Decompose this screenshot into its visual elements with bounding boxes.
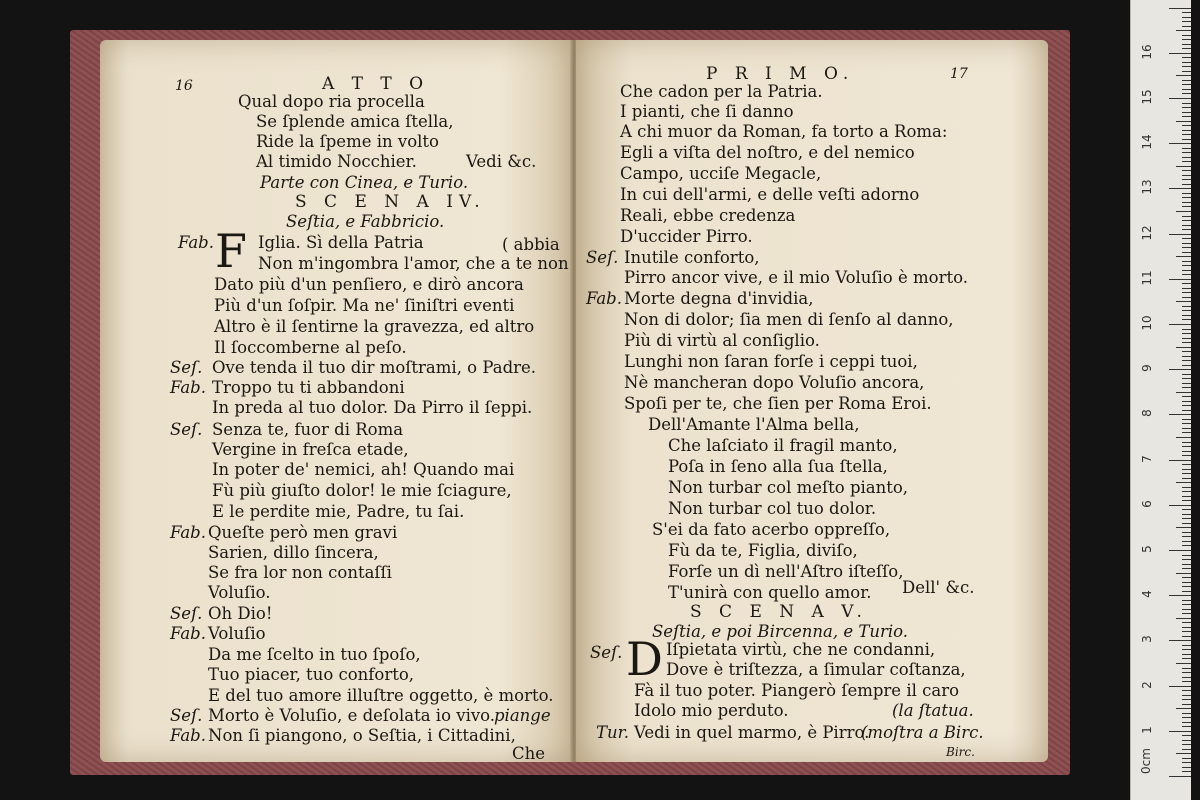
speaker-label: Fab. bbox=[170, 378, 206, 397]
ruler-tick bbox=[1182, 216, 1191, 217]
ruler-tick bbox=[1182, 654, 1191, 655]
ruler-tick bbox=[1182, 107, 1191, 108]
ruler-tick bbox=[1182, 509, 1191, 510]
ruler-tick bbox=[1182, 451, 1191, 452]
aria-line: Dell'Amante l'Alma bella, bbox=[648, 415, 860, 434]
aria-line: Non turbar col tuo dolor. bbox=[668, 499, 877, 518]
ruler-tick bbox=[1182, 265, 1191, 266]
speaker-label: Seſ. bbox=[170, 706, 203, 725]
ruler-tick bbox=[1182, 283, 1191, 284]
ruler-tick bbox=[1182, 432, 1191, 433]
text-line: I pianti, che ſi danno bbox=[620, 102, 794, 121]
ruler-tick bbox=[1182, 93, 1191, 94]
ruler-tick bbox=[1182, 717, 1191, 718]
ruler-tick bbox=[1169, 53, 1191, 54]
ruler-tick bbox=[1182, 333, 1191, 334]
ruler-tick bbox=[1176, 75, 1191, 76]
ruler-number: 6 bbox=[1140, 499, 1154, 508]
ruler-tick bbox=[1182, 500, 1191, 501]
ruler-tick bbox=[1182, 175, 1191, 176]
ruler-number: 2 bbox=[1140, 680, 1154, 689]
ruler-tick bbox=[1182, 220, 1191, 221]
text-line: Più d'un ſoſpir. Ma ne' ſiniſtri eventi bbox=[214, 296, 515, 315]
ruler-tick bbox=[1182, 84, 1191, 85]
text-line: E le perdite mie, Padre, tu ſai. bbox=[212, 502, 465, 521]
text-line: Non di dolor; ſia men di ſenſo al danno, bbox=[624, 310, 954, 329]
ruler-tick bbox=[1182, 329, 1191, 330]
ruler-tick bbox=[1182, 62, 1191, 63]
ruler-tick bbox=[1182, 591, 1191, 592]
text-line: Non m'ingombra l'amor, che a te non bbox=[258, 254, 569, 273]
ruler-tick bbox=[1182, 383, 1191, 384]
text-line: Senza te, fuor di Roma bbox=[212, 420, 404, 439]
ruler-tick bbox=[1182, 681, 1191, 682]
text-line: In poter de' nemici, ah! Quando mai bbox=[212, 460, 515, 479]
ruler-number: 12 bbox=[1140, 224, 1154, 241]
ruler-tick bbox=[1182, 351, 1191, 352]
ruler-tick bbox=[1169, 550, 1191, 551]
ruler-tick bbox=[1182, 238, 1191, 239]
ruler-tick bbox=[1182, 523, 1191, 524]
text-line: Voluſio. bbox=[208, 583, 271, 602]
ruler-tick bbox=[1182, 405, 1191, 406]
text-line: Oh Dio! bbox=[208, 604, 273, 623]
ruler-tick bbox=[1182, 545, 1191, 546]
ruler-tick bbox=[1176, 211, 1191, 212]
speaker-label: Fab. bbox=[170, 624, 206, 643]
ruler-tick bbox=[1182, 12, 1191, 13]
ruler-tick bbox=[1176, 256, 1191, 257]
stage-direction: (moſtra a Birc. bbox=[861, 723, 984, 742]
ruler-tick bbox=[1169, 640, 1191, 641]
ruler-tick bbox=[1182, 170, 1191, 171]
ruler-tick bbox=[1169, 505, 1191, 506]
ruler-tick bbox=[1182, 197, 1191, 198]
ruler-tick bbox=[1182, 261, 1191, 262]
running-head-right: P R I M O. bbox=[706, 64, 855, 84]
ruler-tick bbox=[1182, 410, 1191, 411]
stage-direction: (la ſtatua. bbox=[892, 701, 974, 720]
measurement-ruler bbox=[1130, 0, 1191, 800]
ruler-tick bbox=[1182, 202, 1191, 203]
ruler-tick bbox=[1182, 35, 1191, 36]
aria-line: Forſe un dì nell'Aſtro iſteſſo, bbox=[668, 562, 904, 581]
text-line: Se fra lor non contaſſi bbox=[208, 563, 392, 582]
ruler-tick bbox=[1182, 274, 1191, 275]
ruler-tick bbox=[1176, 347, 1191, 348]
ruler-number: 11 bbox=[1140, 270, 1154, 286]
ruler-tick bbox=[1182, 442, 1191, 443]
ruler-tick bbox=[1182, 356, 1191, 357]
ruler-tick bbox=[1182, 536, 1191, 537]
ruler-tick bbox=[1182, 161, 1191, 162]
ruler-tick bbox=[1182, 541, 1191, 542]
ruler-tick bbox=[1176, 437, 1191, 438]
ruler-tick bbox=[1176, 663, 1191, 664]
ruler-tick bbox=[1182, 568, 1191, 569]
ruler-tick bbox=[1182, 80, 1191, 81]
ruler-tick bbox=[1182, 690, 1191, 691]
ruler-tick bbox=[1182, 306, 1191, 307]
ruler-tick bbox=[1182, 229, 1191, 230]
ruler-tick bbox=[1182, 699, 1191, 700]
ruler-tick bbox=[1182, 243, 1191, 244]
ruler-tick bbox=[1176, 166, 1191, 167]
text-line: Il ſoccomberne al peſo. bbox=[214, 338, 407, 357]
ruler-number: 1 bbox=[1140, 725, 1154, 734]
ruler-tick bbox=[1169, 414, 1191, 415]
ruler-number: 15 bbox=[1140, 89, 1154, 105]
ruler-tick bbox=[1182, 658, 1191, 659]
ruler-tick bbox=[1182, 613, 1191, 614]
speaker-label: Seſ. bbox=[586, 248, 619, 267]
ruler-number: 7 bbox=[1140, 454, 1154, 463]
text-line: Al timido Nocchier. bbox=[256, 152, 417, 171]
ruler-tick bbox=[1182, 771, 1191, 772]
ruler-tick bbox=[1169, 731, 1191, 732]
ruler-tick bbox=[1182, 627, 1191, 628]
ruler-tick bbox=[1182, 387, 1191, 388]
ruler-tick bbox=[1182, 668, 1191, 669]
ruler-tick bbox=[1182, 740, 1191, 741]
ruler-tick bbox=[1182, 319, 1191, 320]
ruler-tick bbox=[1182, 116, 1191, 117]
ruler-tick bbox=[1182, 677, 1191, 678]
ruler-tick bbox=[1182, 338, 1191, 339]
text-line: Dato più d'un penſiero, e dirò ancora bbox=[214, 275, 524, 294]
text-line: D'uccider Pirro. bbox=[620, 227, 753, 246]
ruler-tick bbox=[1182, 649, 1191, 650]
ruler-tick bbox=[1182, 315, 1191, 316]
ruler-tick bbox=[1182, 26, 1191, 27]
text-line: Troppo tu ti abbandoni bbox=[212, 378, 405, 397]
ruler-tick bbox=[1182, 401, 1191, 402]
running-head-left: A T T O bbox=[322, 74, 430, 94]
ruler-tick bbox=[1169, 595, 1191, 596]
ruler-tick bbox=[1182, 622, 1191, 623]
ruler-tick bbox=[1182, 297, 1191, 298]
text-line: Reali, ebbe credenza bbox=[620, 206, 796, 225]
ruler-tick bbox=[1182, 134, 1191, 135]
ruler-tick bbox=[1182, 419, 1191, 420]
ruler-tick bbox=[1182, 767, 1191, 768]
ruler-tick bbox=[1182, 423, 1191, 424]
right-page bbox=[576, 40, 1048, 762]
text-line: Queſte però men gravi bbox=[208, 523, 398, 542]
ruler-number: 0cm bbox=[1139, 748, 1153, 774]
speaker-label: Seſ. bbox=[170, 420, 203, 439]
ruler-tick bbox=[1182, 89, 1191, 90]
ruler-tick bbox=[1182, 112, 1191, 113]
ruler-tick bbox=[1169, 98, 1191, 99]
ruler-tick bbox=[1182, 726, 1191, 727]
ruler-tick bbox=[1182, 130, 1191, 131]
text-line: Qual dopo ria procella bbox=[238, 92, 425, 111]
text-line: Fù più giuſto dolor! le mie ſciagure, bbox=[212, 481, 512, 500]
ruler-tick bbox=[1182, 735, 1191, 736]
ruler-tick bbox=[1182, 464, 1191, 465]
ruler-tick bbox=[1182, 21, 1191, 22]
ruler-tick bbox=[1182, 722, 1191, 723]
drop-cap: D bbox=[626, 632, 663, 686]
text-line: Campo, ucciſe Megacle, bbox=[620, 164, 822, 183]
ruler-tick bbox=[1182, 586, 1191, 587]
ruler-tick bbox=[1182, 604, 1191, 605]
ruler-tick bbox=[1182, 446, 1191, 447]
ruler-tick bbox=[1182, 672, 1191, 673]
ruler-tick bbox=[1182, 396, 1191, 397]
aria-line: Che laſciato il fragil manto, bbox=[668, 436, 898, 455]
ruler-tick bbox=[1176, 482, 1191, 483]
ruler-tick bbox=[1182, 478, 1191, 479]
ruler-tick bbox=[1182, 66, 1191, 67]
aria-line: Poſa in ſeno alla ſua ſtella, bbox=[668, 457, 888, 476]
text-line: In preda al tuo dolor. Da Pirro il ſeppi. bbox=[212, 398, 533, 417]
ruler-tick bbox=[1182, 555, 1191, 556]
ruler-tick bbox=[1182, 48, 1191, 49]
ruler-tick bbox=[1176, 301, 1191, 302]
ruler-tick bbox=[1182, 288, 1191, 289]
text-line: Spoſi per te, che ſien per Roma Eroi. bbox=[624, 394, 932, 413]
ruler-tick bbox=[1182, 193, 1191, 194]
text-line: Vedi &c. bbox=[466, 152, 537, 171]
ruler-tick bbox=[1176, 527, 1191, 528]
ruler-tick bbox=[1169, 324, 1191, 325]
catchword: Birc. bbox=[946, 745, 975, 759]
ruler-number: 9 bbox=[1140, 364, 1154, 373]
catchword: Che bbox=[512, 744, 546, 762]
drop-cap: F bbox=[215, 224, 247, 278]
ruler-tick bbox=[1182, 378, 1191, 379]
text-line: Dove è triſtezza, a ſimular coſtanza, bbox=[666, 660, 966, 679]
ruler-tick bbox=[1182, 695, 1191, 696]
ruler-tick bbox=[1182, 577, 1191, 578]
text-line: Tuo piacer, tuo conforto, bbox=[208, 665, 415, 684]
speaker-label: Fab. bbox=[170, 726, 206, 745]
text-line: Iſpietata virtù, che ne condanni, bbox=[666, 640, 936, 659]
ruler-tick bbox=[1182, 582, 1191, 583]
ruler-tick bbox=[1182, 469, 1191, 470]
ruler-tick bbox=[1169, 143, 1191, 144]
aria-line: Non turbar col meſto pianto, bbox=[668, 478, 909, 497]
ruler-tick bbox=[1182, 374, 1191, 375]
speaker-label: Tur. bbox=[596, 723, 629, 742]
text-line: Che cadon per la Patria. bbox=[620, 82, 823, 101]
aria-line: T'unirà con quello amor. bbox=[668, 583, 872, 602]
aria-line: S'ei da fato acerbo oppreſſo, bbox=[652, 520, 891, 539]
ruler-tick bbox=[1182, 184, 1191, 185]
ruler-tick bbox=[1182, 762, 1191, 763]
ruler-tick bbox=[1182, 518, 1191, 519]
ruler-tick bbox=[1182, 270, 1191, 271]
ruler-tick bbox=[1182, 631, 1191, 632]
text-line: Ove tenda il tuo dir moſtrami, o Padre. bbox=[212, 358, 537, 377]
text-line: Egli a viſta del noſtro, e del nemico bbox=[620, 143, 915, 162]
text-line: Nè mancheran dopo Voluſio ancora, bbox=[624, 373, 925, 392]
scene-characters: Seſtia, e Fabbricio. bbox=[286, 212, 445, 231]
ruler-tick bbox=[1182, 514, 1191, 515]
text-line: Più di virtù al conſiglio. bbox=[624, 331, 820, 350]
text-line: Lunghi non ſaran forſe i ceppi tuoi, bbox=[624, 352, 918, 371]
page-number-left: 16 bbox=[175, 78, 193, 94]
ruler-tick bbox=[1182, 342, 1191, 343]
ruler-tick bbox=[1182, 559, 1191, 560]
ruler-tick bbox=[1169, 188, 1191, 189]
text-line: E del tuo amore illuſtre oggetto, è morto. bbox=[208, 686, 554, 705]
stage-direction: Parte con Cinea, e Turio. bbox=[260, 173, 469, 192]
text-line: Da me ſcelto in tuo ſpoſo, bbox=[208, 645, 421, 664]
text-line: Vedi in quel marmo, è Pirro. bbox=[634, 723, 870, 742]
text-line: Sarien, dillo ſincera, bbox=[208, 543, 379, 562]
ruler-tick bbox=[1169, 460, 1191, 461]
ruler-tick bbox=[1182, 758, 1191, 759]
ruler-tick bbox=[1176, 392, 1191, 393]
text-line: Morte degna d'invidia, bbox=[624, 289, 814, 308]
ruler-number: 4 bbox=[1140, 590, 1154, 599]
ruler-tick bbox=[1182, 473, 1191, 474]
ruler-tick bbox=[1176, 618, 1191, 619]
scene-heading: S C E N A IV. bbox=[295, 192, 486, 212]
scene-characters: Seſtia, e poi Bircenna, e Turio. bbox=[652, 622, 909, 641]
speaker-label: Seſ. bbox=[170, 358, 203, 377]
ruler-number: 5 bbox=[1140, 545, 1154, 553]
text-line: Idolo mio perduto. bbox=[634, 701, 789, 720]
ruler-number: 8 bbox=[1140, 409, 1154, 418]
ruler-tick bbox=[1176, 573, 1191, 574]
ruler-tick bbox=[1182, 360, 1191, 361]
ruler-tick bbox=[1169, 776, 1191, 777]
ruler-tick bbox=[1182, 17, 1191, 18]
ruler-tick bbox=[1182, 39, 1191, 40]
page-number-right: 17 bbox=[950, 66, 968, 82]
text-line: In cui dell'armi, e delle veſti adorno bbox=[620, 185, 920, 204]
ruler-tick bbox=[1182, 455, 1191, 456]
ruler-tick bbox=[1182, 310, 1191, 311]
ruler-tick bbox=[1182, 713, 1191, 714]
ruler-tick bbox=[1182, 225, 1191, 226]
ruler-tick bbox=[1182, 645, 1191, 646]
ruler-tick bbox=[1182, 57, 1191, 58]
ruler-tick bbox=[1182, 365, 1191, 366]
text-line: Dell' &c. bbox=[902, 578, 975, 597]
stage-direction: piange bbox=[494, 706, 551, 725]
ruler-tick bbox=[1182, 152, 1191, 153]
ruler-tick bbox=[1182, 157, 1191, 158]
ruler-tick bbox=[1182, 103, 1191, 104]
text-line: Morto è Voluſio, e deſolata io vivo. bbox=[208, 706, 496, 725]
text-line: ( abbia bbox=[502, 235, 560, 254]
ruler-tick bbox=[1169, 8, 1191, 9]
text-line: Non ſi piangono, o Seſtia, i Cittadini, bbox=[208, 726, 516, 745]
ruler-tick bbox=[1169, 369, 1191, 370]
ruler-tick bbox=[1182, 600, 1191, 601]
text-line: Pirro ancor vive, e il mio Voluſio è morto. bbox=[624, 268, 968, 287]
speaker-label: Fab. bbox=[586, 289, 622, 308]
scene-heading: S C E N A V. bbox=[690, 602, 868, 622]
ruler-tick bbox=[1182, 139, 1191, 140]
ruler-tick bbox=[1182, 292, 1191, 293]
speaker-label: Seſ. bbox=[170, 604, 203, 623]
ruler-tick bbox=[1182, 491, 1191, 492]
ruler-tick bbox=[1176, 121, 1191, 122]
ruler-tick bbox=[1182, 704, 1191, 705]
text-line: Altro è il ſentirne la gravezza, ed altro bbox=[214, 317, 535, 336]
ruler-number: 13 bbox=[1140, 179, 1154, 196]
ruler-tick bbox=[1182, 496, 1191, 497]
speaker-label: Seſ. bbox=[590, 643, 623, 662]
ruler-tick bbox=[1169, 279, 1191, 280]
text-line: Vergine in freſca etade, bbox=[212, 440, 409, 459]
ruler-tick bbox=[1182, 749, 1191, 750]
ruler-tick bbox=[1176, 30, 1191, 31]
ruler-tick bbox=[1182, 636, 1191, 637]
ruler-tick bbox=[1182, 71, 1191, 72]
ruler-tick bbox=[1182, 148, 1191, 149]
ruler-tick bbox=[1182, 125, 1191, 126]
ruler-tick bbox=[1169, 234, 1191, 235]
ruler-tick bbox=[1169, 686, 1191, 687]
ruler-tick bbox=[1182, 179, 1191, 180]
ruler-number: 16 bbox=[1140, 44, 1154, 60]
ruler-tick bbox=[1182, 744, 1191, 745]
speaker-label: Fab. bbox=[170, 523, 206, 542]
ruler-tick bbox=[1182, 564, 1191, 565]
ruler-tick bbox=[1182, 252, 1191, 253]
text-line: Iglia. Sì della Patria bbox=[258, 233, 424, 252]
text-line: A chi muor da Roman, fa torto a Roma: bbox=[620, 122, 948, 141]
ruler-number: 10 bbox=[1140, 315, 1154, 331]
text-line: Ride la ſpeme in volto bbox=[256, 132, 439, 151]
speaker-label: Fab. bbox=[178, 233, 214, 252]
text-line: Se ſplende amica ſtella, bbox=[256, 112, 454, 131]
left-page bbox=[100, 40, 572, 762]
ruler-tick bbox=[1182, 487, 1191, 488]
ruler-number: 3 bbox=[1140, 635, 1154, 644]
text-line: Inutile conforto, bbox=[624, 248, 760, 267]
ruler-tick bbox=[1176, 708, 1191, 709]
ruler-tick bbox=[1182, 428, 1191, 429]
ruler-tick bbox=[1182, 44, 1191, 45]
ruler-tick bbox=[1176, 753, 1191, 754]
ruler-tick bbox=[1182, 532, 1191, 533]
text-line: Voluſio bbox=[208, 624, 266, 643]
ruler-tick bbox=[1182, 247, 1191, 248]
aria-line: Fù da te, Figlia, diviſo, bbox=[668, 541, 858, 560]
ruler-tick bbox=[1182, 609, 1191, 610]
ruler-tick bbox=[1182, 206, 1191, 207]
text-line: Fà il tuo poter. Piangerò ſempre il caro bbox=[634, 681, 960, 700]
ruler-number: 14 bbox=[1140, 134, 1154, 150]
